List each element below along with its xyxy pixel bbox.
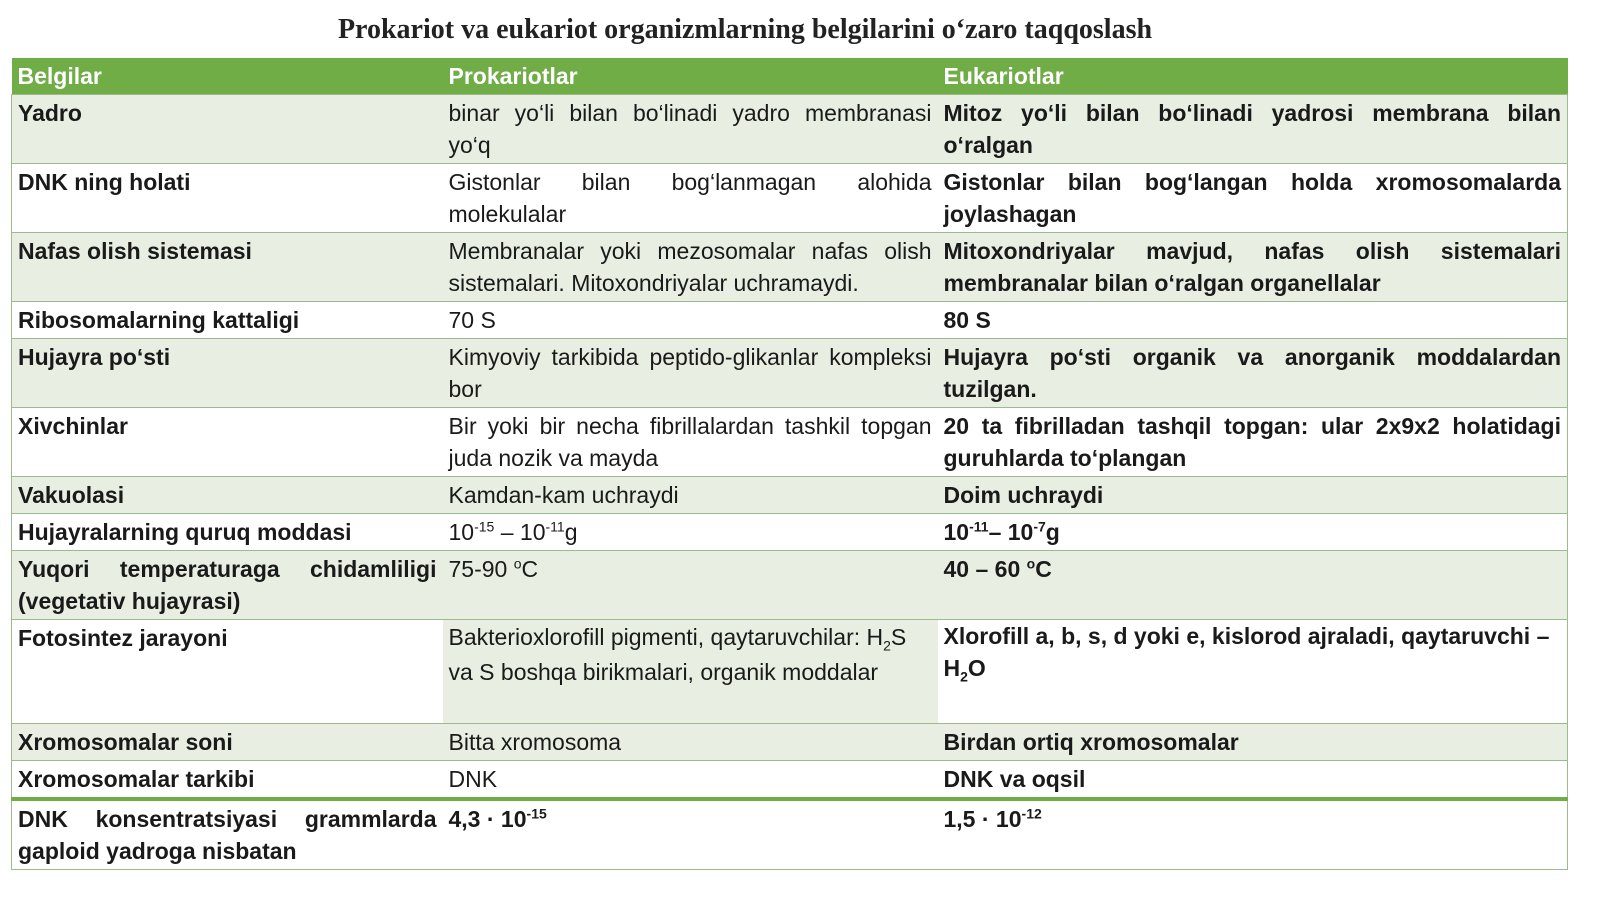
prokaryote-cell: 70 S [443,302,938,339]
prokaryote-cell: Kimyoviy tarkibida peptido-glikanlar kompleksi bor [443,339,938,408]
row-label: Hujayralarning quruq moddasi [12,514,443,551]
eukaryote-cell: Birdan ortiq xromosomalar [938,724,1568,761]
table-row [12,339,1568,408]
eukaryote-cell: 80 S [938,302,1568,339]
table-header-row [12,58,1568,95]
eukaryote-cell: 20 ta fibrilladan tashqil topgan: ular 2x9x2 holatidagi guruhlarda to‘plangan [938,408,1568,477]
comparison-table [11,58,1568,870]
table-row [12,620,1568,724]
row-label: DNK ning holati [12,164,443,233]
table-row [12,233,1568,302]
row-label: Vakuolasi [12,477,443,514]
eukaryote-cell: DNK va oqsil [938,761,1568,800]
table-row [12,724,1568,761]
row-label: Yuqori temperaturaga chidamliligi (vegetativ hujayrasi) [12,551,443,620]
table-row [12,164,1568,233]
row-label: Ribosomalarning kattaligi [12,302,443,339]
prokaryote-cell: binar yo‘li bilan bo‘linadi yadro membranasi yo‘q [443,95,938,164]
table-row [12,761,1568,800]
prokaryote-cell: Bitta xromosoma [443,724,938,761]
table-row [12,799,1568,870]
row-label: Xromosomalar soni [12,724,443,761]
eukaryote-cell: Mitoz yo‘li bilan bo‘linadi yadrosi membrana bilan o‘ralgan [938,95,1568,164]
header-belgilar: Belgilar [12,58,443,95]
row-label: Fotosintez jarayoni [12,620,443,724]
table-row [12,95,1568,164]
eukaryote-cell: Xlorofill a, b, s, d yoki e, kislorod ajraladi, qaytaruvchi – $H_2O$ [938,620,1568,724]
table-row [12,408,1568,477]
prokaryote-cell: Membranalar yoki mezosomalar nafas olish sistemalari. Mitoxondriyalar uchramaydi. [443,233,938,302]
eukaryote-cell: $10^{-11}-$ $10^{-7}g$ [938,514,1568,551]
prokaryote-cell: 75-90 $^o$C [443,551,938,620]
prokaryote-cell: Bakterioxlorofill pigmenti, qaytaruvchilar: $H_2S$ va S boshqa birikmalari, organik moddalar [443,620,938,724]
eukaryote-cell: $1,5 \cdot 10^{-12}$ [938,799,1568,870]
prokaryote-cell: Kamdan-kam uchraydi [443,477,938,514]
eukaryote-cell: Mitoxondriyalar mavjud, nafas olish sistemalari membranalar bilan o‘ralgan organellalar [938,233,1568,302]
prokaryote-cell: $10^{-15} - 10^{-11}g$ [443,514,938,551]
row-label: Yadro [12,95,443,164]
eukaryote-cell: Doim uchraydi [938,477,1568,514]
prokaryote-cell: Bir yoki bir necha fibrillalardan tashkil topgan juda nozik va mayda [443,408,938,477]
table-row [12,551,1568,620]
row-label: DNK konsentratsiyasi grammlarda gaploid yadroga nisbatan [12,799,443,870]
row-label: Hujayra po‘sti [12,339,443,408]
header-eukariotlar: Eukariotlar [938,58,1568,95]
header-prokariotlar: Prokariotlar [443,58,938,95]
eukaryote-cell: Gistonlar bilan bog‘langan holda xromosomalarda joylashagan [938,164,1568,233]
table-row [12,477,1568,514]
eukaryote-cell: 40 – 60 $^o$C [938,551,1568,620]
row-label: Nafas olish sistemasi [12,233,443,302]
eukaryote-cell: Hujayra po‘sti organik va anorganik moddalardan tuzilgan. [938,339,1568,408]
table-row [12,514,1568,551]
row-label: Xivchinlar [12,408,443,477]
prokaryote-cell: $4,3 \cdot 10^{-15}$ [443,799,938,870]
row-label: Xromosomalar tarkibi [12,761,443,800]
prokaryote-cell: Gistonlar bilan bog‘lanmagan alohida molekulalar [443,164,938,233]
page-title: Prokariot va eukariot organizmlarning belgilarini o‘zaro taqqoslash [337,14,1153,45]
table-row [12,302,1568,339]
prokaryote-cell: DNK [443,761,938,800]
